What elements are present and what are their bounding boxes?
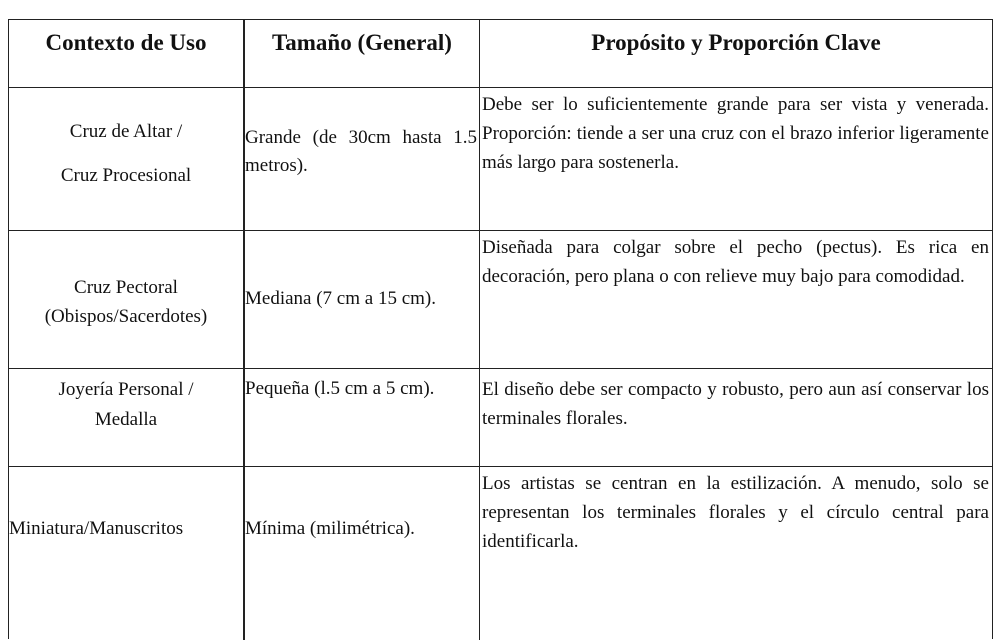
header-context: Contexto de Uso (45, 29, 207, 55)
context-line: Cruz Procesional (60, 165, 192, 186)
header-purpose: Propósito y Proporción Clave (479, 20, 992, 87)
content-table (8, 19, 993, 639)
purpose-cell: Diseñada para colgar sobre el pecho (pectus). Es rica en decoración, pero plana o con relieve muy bajo para comodidad. (479, 231, 992, 368)
size-cell: Mínima (milimétrica). (243, 467, 479, 640)
context-line: Cruz Pectoral (74, 276, 178, 298)
table-row (9, 369, 992, 467)
purpose-cell: El diseño debe ser compacto y robusto, pero aun así conservar los terminales florales. (479, 369, 992, 466)
table-row (9, 467, 992, 640)
size-cell: Mediana (7 cm a 15 cm). (243, 231, 479, 368)
context-line: Joyería Personal / (58, 379, 194, 400)
context-line: (Obispos/Sacerdotes) (44, 305, 208, 327)
context-cell (9, 369, 243, 466)
purpose-cell: Debe ser lo suficientemente grande para ser vista y venerada. Proporción: tiende a ser una cruz con el brazo inferior ligeramente más largo para sostenerla. (479, 88, 992, 230)
size-cell: Grande (de 30cm hasta 1.5 metros). (243, 88, 479, 230)
header-size: Tamaño (General) (243, 20, 479, 87)
context-line: Medalla (94, 409, 158, 430)
context-line: Cruz de Altar / (69, 121, 183, 142)
table-row (9, 88, 992, 231)
context-cell (9, 231, 243, 368)
context-cell (9, 88, 243, 230)
table-header-row (9, 20, 992, 88)
context-cell (9, 467, 243, 640)
table-row (9, 231, 992, 369)
size-cell: Pequeña (l.5 cm a 5 cm). (243, 369, 479, 466)
purpose-cell: Los artistas se centran en la estilización. A menudo, solo se representan los terminales florales y el círculo central para identificarla. (479, 467, 992, 640)
context-line: Miniatura/Manuscritos (9, 518, 184, 539)
